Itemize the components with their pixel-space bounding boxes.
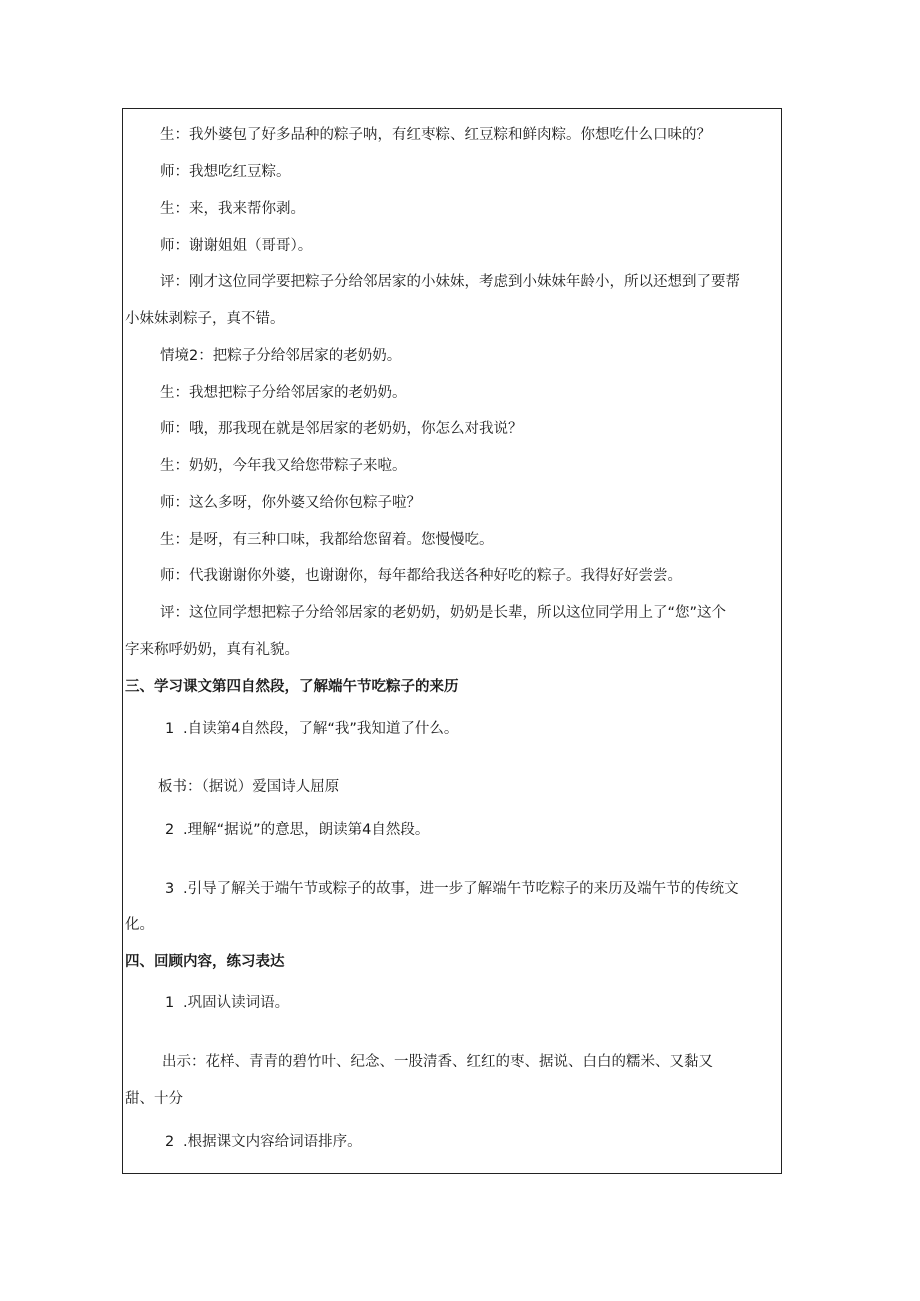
word-list-line: 出示：花样、青青的碧竹叶、纪念、一股清香、红红的枣、据说、白白的糯米、又黏又 <box>162 1054 713 1070</box>
step-text: .引导了解关于端午节或粽子的故事，进一步了解端午节吃粽子的来历及端午节的传统文 <box>183 881 739 897</box>
comment-line: 字来称呼奶奶，真有礼貌。 <box>125 642 299 658</box>
comment-line: 评：这位同学想把粽子分给邻居家的老奶奶，奶奶是长辈，所以这位同学用上了“您”这个 <box>160 605 727 621</box>
step-text: .自读第4自然段，了解“我”我知道了什么。 <box>183 721 459 737</box>
step-number: 1 <box>165 721 175 737</box>
dialogue-line: 生：我外婆包了好多品种的粽子呐，有红枣粽、红豆粽和鲜肉粽。你想吃什么口味的？ <box>160 127 711 143</box>
step-text: .理解“据说”的意思，朗读第4自然段。 <box>183 822 430 838</box>
comment-line: 小妹妹剥粽子，真不错。 <box>125 311 285 327</box>
dialogue-line: 生：奶奶，今年我又给您带粽子来啦。 <box>160 458 407 474</box>
word-list-line: 甜、十分 <box>125 1091 183 1107</box>
dialogue-line: 生：是呀，有三种口味，我都给您留着。您慢慢吃。 <box>160 532 494 548</box>
dialogue-line: 生：我想把粽子分给邻居家的老奶奶。 <box>160 385 407 401</box>
board-writing: 板书：（据说）爱国诗人屈原 <box>158 779 340 795</box>
comment-line: 评：刚才这位同学要把粽子分给邻居家的小妹妹，考虑到小妹妹年龄小，所以还想到了要帮 <box>160 274 740 290</box>
dialogue-line: 师：谢谢姐姐（哥哥）。 <box>160 238 313 254</box>
scenario-line: 情境2：把粽子分给邻居家的老奶奶。 <box>160 348 402 364</box>
dialogue-line: 师：哦，那我现在就是邻居家的老奶奶，你怎么对我说？ <box>160 421 523 437</box>
section-heading: 三、学习课文第四自然段，了解端午节吃粽子的来历 <box>125 679 459 695</box>
section-heading: 四、回顾内容，练习表达 <box>125 954 285 970</box>
step-text-continued: 化。 <box>125 917 154 933</box>
dialogue-line: 师：代我谢谢你外婆，也谢谢你，每年都给我送各种好吃的粽子。我得好好尝尝。 <box>160 568 682 584</box>
step-text: .根据课文内容给词语排序。 <box>183 1134 362 1150</box>
step-number: 2 <box>165 1134 175 1150</box>
dialogue-line: 师：我想吃红豆粽。 <box>160 164 291 180</box>
step-number: 1 <box>165 995 175 1011</box>
step-text: .巩固认读词语。 <box>183 995 290 1011</box>
dialogue-line: 生：来，我来帮你剥。 <box>160 201 305 217</box>
step-number: 2 <box>165 822 175 838</box>
dialogue-line: 师：这么多呀，你外婆又给你包粽子啦？ <box>160 495 421 511</box>
step-number: 3 <box>165 881 175 897</box>
